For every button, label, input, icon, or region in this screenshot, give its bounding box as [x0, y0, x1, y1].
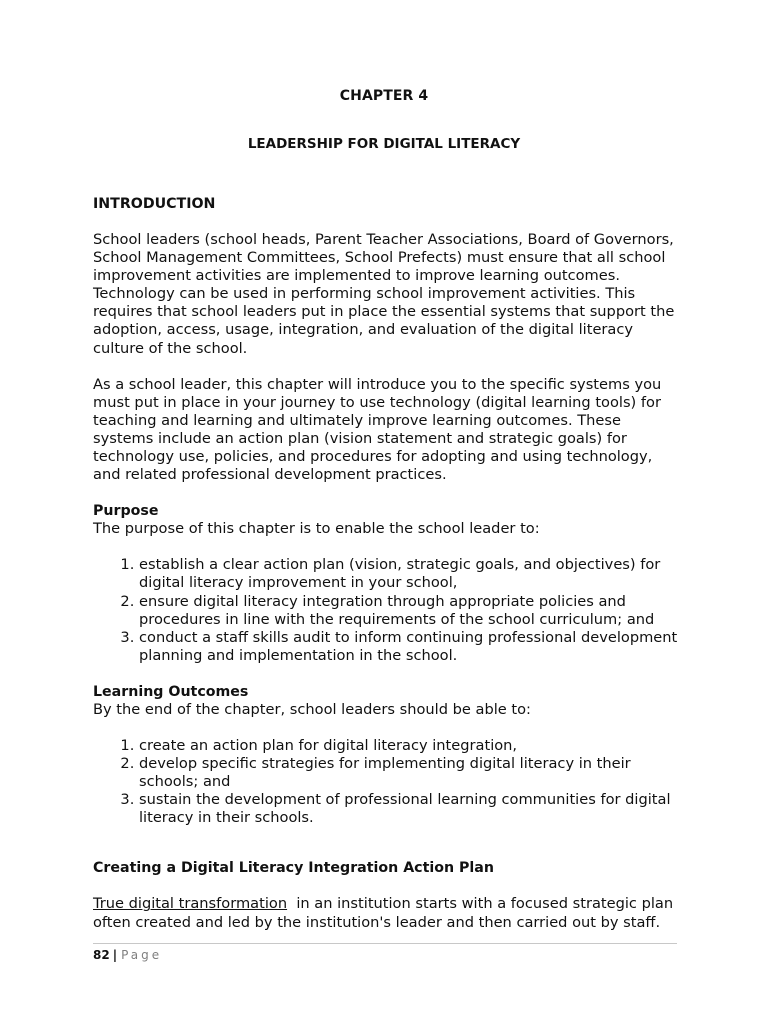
true-digital-transformation-link[interactable]: True digital transformation — [93, 895, 288, 913]
introduction-paragraph-2: As a school leader, this chapter will introduce you to the specific systems you must put in place in your journey to use technology (digital learning tools) for teaching and learning and ultimately improve learning outcomes. These systems include an action plan (vision statement and strategic goals) for technology use, policies, and procedures for adopting and using technology, and related professional development practices. — [93, 375, 662, 484]
learning-outcomes-lead: By the end of the chapter, school leaders should be able to: — [93, 700, 531, 718]
introduction-paragraph-1: School leaders (school heads, Parent Teacher Associations, Board of Governors, School Management Committees, School Prefects) must ensure that all school improvement activities are implemented to improve learning outcomes. Technology can be used in performing school improvement activities. This requires that school leaders put in place the essential systems that support the adoption, access, usage, integration, and evaluation of the digital literacy culture of the school. — [93, 231, 675, 357]
learning-outcomes-heading: Learning Outcomes — [93, 683, 249, 700]
footer-divider — [93, 943, 677, 944]
list-item: 2. develop specific strategies for implementing digital literacy in their schools; and — [139, 755, 683, 791]
chapter-title: LEADERSHIP FOR DIGITAL LITERACY — [247, 136, 521, 152]
purpose-list — [93, 556, 683, 665]
page-number: 82 — [93, 948, 110, 962]
purpose-lead: The purpose of this chapter is to enable the school leader to: — [93, 520, 540, 538]
page-label: Page — [121, 948, 163, 962]
learning-outcomes-list — [93, 737, 683, 827]
list-item: 3. conduct a staff skills audit to inform continuing professional development planning and implementation in the school. — [139, 629, 683, 665]
list-item: 3. sustain the development of professional learning communities for digital literacy in their schools. — [139, 791, 683, 827]
page-footer — [93, 948, 162, 962]
action-plan-heading: Creating a Digital Literacy Integration Action Plan — [93, 860, 494, 877]
purpose-heading: Purpose — [93, 503, 159, 520]
action-plan-paragraph-text: in an institution starts with a focused strategic plan often created and led by the institution's leader and then carried out by staff. — [93, 895, 678, 931]
list-item: 1. establish a clear action plan (vision, strategic goals, and objectives) for digital literacy improvement in your school, — [139, 556, 683, 592]
list-item: 2. ensure digital literacy integration through appropriate policies and procedures in line with the requirements of the school curriculum; and — [139, 593, 683, 629]
chapter-number: CHAPTER 4 — [339, 88, 429, 104]
footer-separator: | — [112, 948, 118, 962]
list-item: 1. create an action plan for digital literacy integration, — [139, 737, 683, 755]
introduction-heading: INTRODUCTION — [93, 196, 216, 212]
document-body — [93, 195, 683, 932]
action-plan-paragraph — [93, 895, 683, 931]
